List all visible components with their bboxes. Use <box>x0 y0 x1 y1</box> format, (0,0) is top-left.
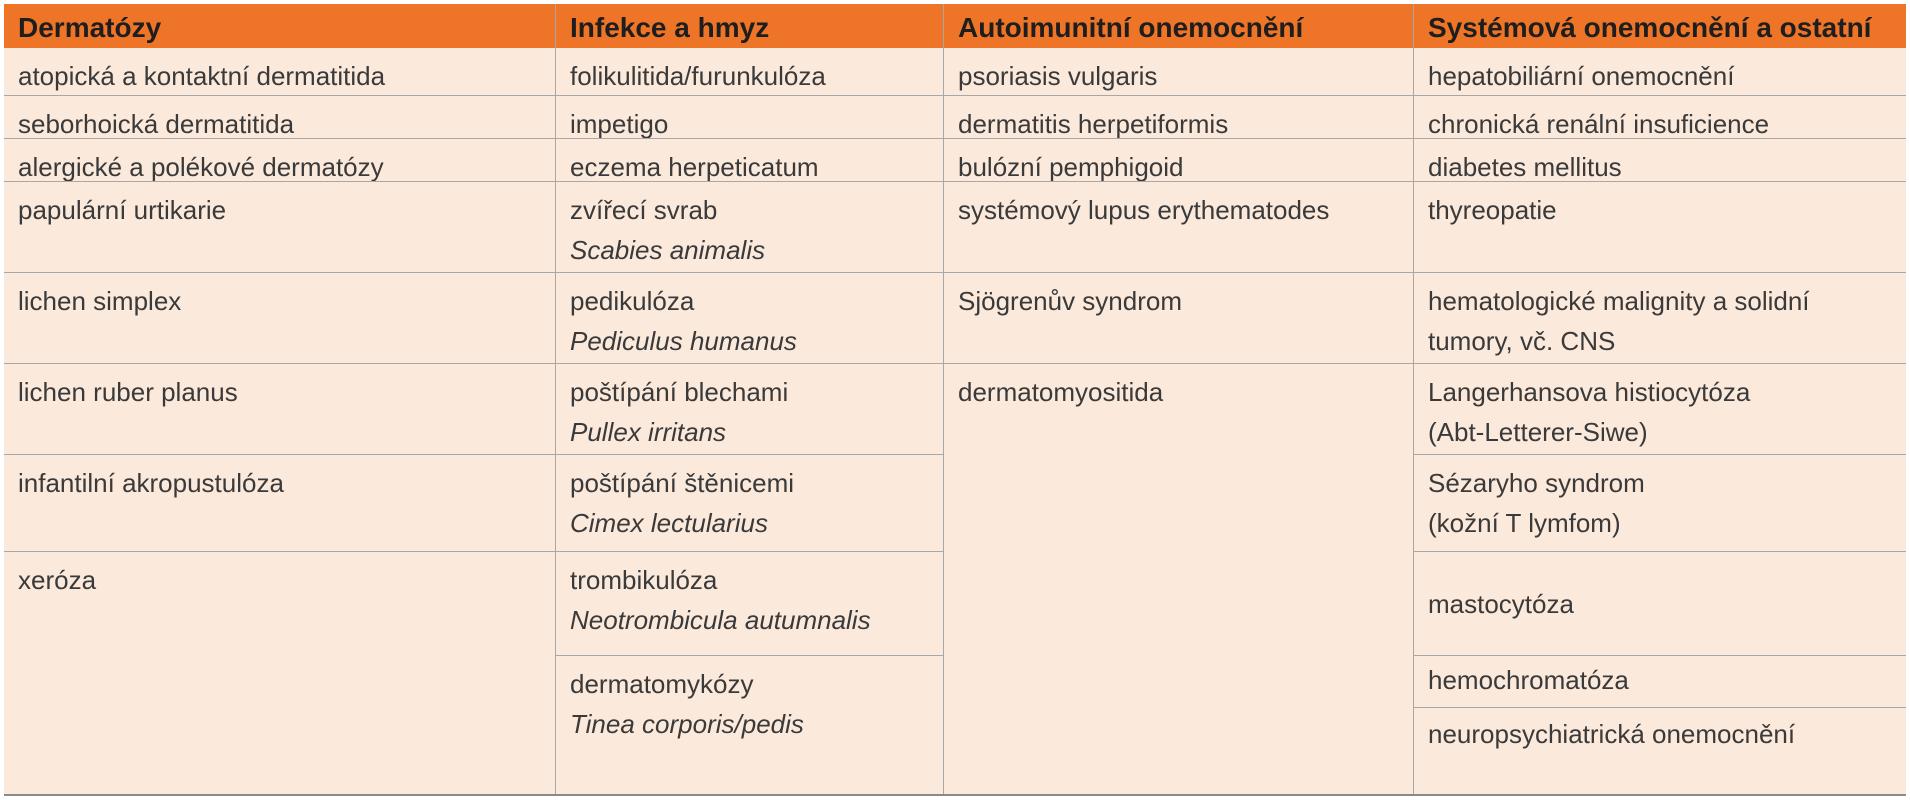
table-cell: zvířecí svrab Scabies animalis <box>556 182 943 273</box>
header-systemova: Systémová onemocnění a ostatní <box>1414 4 1906 48</box>
table-cell: bulózní pemphigoid <box>944 139 1413 182</box>
table-cell: folikulitida/furunkulóza <box>556 48 943 96</box>
header-infekce: Infekce a hmyz <box>556 4 944 48</box>
column-autoimunitni <box>944 48 1414 794</box>
table-cell: xeróza <box>18 565 97 595</box>
table-cell: atopická a kontaktní dermatitida <box>4 48 555 96</box>
table-cell: thyreopatie <box>1414 182 1906 273</box>
column-infekce <box>556 48 944 794</box>
table-cell: hepatobiliární onemocnění <box>1414 48 1906 96</box>
table-cell: systémový lupus erythematodes <box>944 182 1413 273</box>
table-cell: neuropsychiatrická onemocnění <box>1428 719 1796 749</box>
table-cell: dermatomykózy Tinea corporis/pedis <box>570 669 804 739</box>
table-cell: Langerhansova histiocytóza (Abt-Letterer-Siwe) <box>1414 364 1906 455</box>
table-cell: papulární urtikarie <box>4 182 555 273</box>
table-cell: infantilní akropustulóza <box>4 455 555 552</box>
table-cell: psoriasis vulgaris <box>944 48 1413 96</box>
table-cell: dermatitis herpetiformis <box>944 96 1413 139</box>
table-cell: poštípání blechami Pullex irritans <box>556 364 943 455</box>
table-cell: alergické a polékové dermatózy <box>4 139 555 182</box>
table-cell: dermatomyositida <box>958 377 1164 407</box>
disease-table <box>4 4 1906 796</box>
table-cell: poštípání štěnicemi Cimex lectularius <box>556 455 943 552</box>
column-dermatozy <box>4 48 556 794</box>
table-cell: impetigo <box>556 96 943 139</box>
table-cell: hemochromatóza <box>1414 656 1906 708</box>
table-cell: eczema herpeticatum <box>556 139 943 182</box>
table-cell: hematologické malignity a solidní tumory, vč. CNS <box>1414 273 1906 364</box>
table-cell: trombikulóza Neotrombicula autumnalis <box>556 552 943 656</box>
header-autoimunitni: Autoimunitní onemocnění <box>944 4 1414 48</box>
table-cell: diabetes mellitus <box>1414 139 1906 182</box>
table-cell: Sézaryho syndrom (kožní T lymfom) <box>1414 455 1906 552</box>
table-cell: lichen ruber planus <box>4 364 555 455</box>
table-cell: chronická renální insuficience <box>1414 96 1906 139</box>
table-cell: seborhoická dermatitida <box>4 96 555 139</box>
header-dermatozy: Dermatózy <box>4 4 556 48</box>
column-systemova <box>1414 48 1906 794</box>
table-cell: mastocytóza <box>1414 552 1906 656</box>
table-cell: lichen simplex <box>4 273 555 364</box>
table-cell: pedikulóza Pediculus humanus <box>556 273 943 364</box>
table-cell: Sjögrenův syndrom <box>944 273 1413 364</box>
